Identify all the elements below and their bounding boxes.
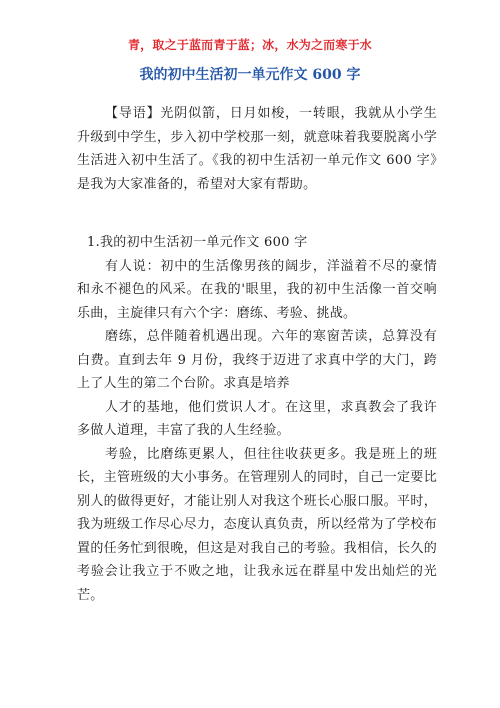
body-paragraph: 考验，比磨练更累人，但往往收获更多。我是班上的班长，主管班级的大小事务。在管理别人的同时，自己一定要比别人的做得更好，才能让别人对我这个班长心服口服。平时，我为班级工作尽心尽力，态度认真负责，所以经常为了学校布置的任务忙到很晚，但这是对我自己的考验。我相信，长久的考验会让我立于不败之地，让我永远在群星中发出灿烂的光芒。 xyxy=(77,446,437,603)
document-body xyxy=(77,102,437,607)
body-paragraph: 人才的基地，他们赏识人才。在这里，求真教会了我许多做人道理，丰富了我的人生经验。 xyxy=(77,399,437,438)
intro-paragraph: 【导语】光阴似箭，日月如梭，一转眼，我就从小学生升级到中学生，步入初中学校那一刻，就意味着我要脱离小学生活进入初中生活了。《我的初中生活初一单元作文 600 字》是我为大家准备的，希望对大家有帮助。 xyxy=(77,106,437,192)
document-title: 我的初中生活初一单元作文 600 字 xyxy=(139,67,361,83)
section-spacer xyxy=(77,196,437,231)
header-motto: 青，取之于蓝而青于蓝；冰，水为之而寒于水 xyxy=(127,38,372,52)
body-paragraph: 有人说：初中的生活像男孩的阔步，洋溢着不尽的豪情和永不褪色的风采。在我的'眼里，我的初中生活像一首交响乐曲，主旋律只有六个字：磨练、考验、挑战。 xyxy=(77,258,437,321)
section-heading: 1.我的初中生活初一单元作文 600 字 xyxy=(87,235,308,250)
body-paragraph: 磨练，总伴随着机遇出现。六年的寒窗苦读，总算没有白费。直到去年 9 月份，我终于迈进了求真中学的大门，跨上了人生的第二个台阶。求真是培养 xyxy=(77,329,437,391)
